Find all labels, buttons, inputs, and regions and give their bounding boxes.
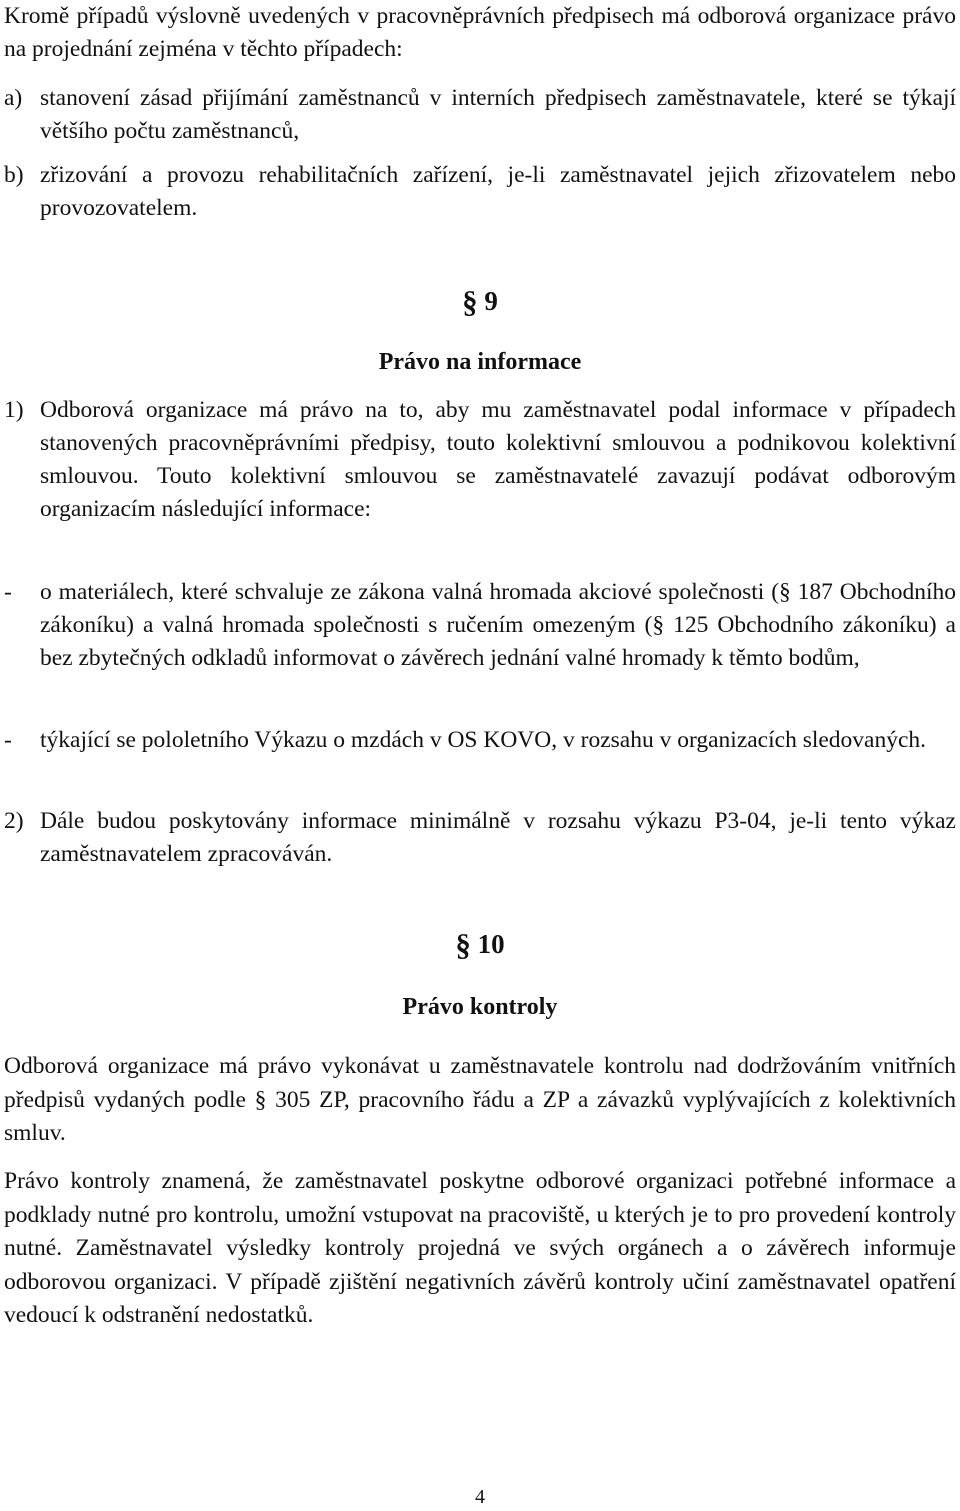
intro-paragraph: Kromě případů výslovně uvedených v pracovněprávních předpisech má odborová organizace právo na projednání zejména v těchto případech: [4,3,956,62]
page-number: 4 [475,1486,485,1508]
paragraph-text: Odborová organizace má právo na to, aby mu zaměstnavatel podal informace v případech stanovených pracovněprávními předpisy, touto kolektivní smlouvou a podnikovou kolektivní smlouvou. Touto kolektivní smlouvou se zaměstnavatelé zavazují podávat odborovým organizacím následující informace: [40,397,956,522]
intro-item-b [4,159,956,225]
item-label: a) [4,85,23,111]
section-number: 9 [484,286,498,316]
bullet-dash: - [4,727,12,753]
section-9-paragraph-1 [4,394,956,526]
paragraph-label: 2) [4,808,24,834]
bullet-dash: - [4,579,12,605]
bullet-text: o materiálech, které schvaluje ze zákona valná hromada akciové společnosti (§ 187 Obchodního zákoníku) a valná hromada společnosti s ručením omezeným (§ 125 Obchodního zákoníku) a bez zbytečných odkladů informovat o závěrech jednání valné hromady k těmto bodům, [40,579,956,671]
section-9-bullet-1 [4,576,956,675]
section-9-bullet-2 [4,724,956,757]
section-9-heading [0,282,960,318]
section-10-paragraph-1: Odborová organizace má právo vykonávat u zaměstnavatele kontrolu nad dodržováním vnitřních předpisů vydaných podle § 305 ZP, pracovního řádu a ZP a závazků vyplývajících z kolektivních smluv. [4,1053,956,1146]
section-number: 10 [477,929,505,959]
section-symbol: § [462,284,478,319]
section-10-heading [0,925,960,961]
section-symbol: § [455,927,471,962]
section-9-title: Právo na informace [378,349,582,375]
bullet-text: týkající se pololetního Výkazu o mzdách v OS KOVO, v rozsahu v organizacích sledovaných. [40,727,927,753]
item-label: b) [4,162,24,188]
section-10-paragraph-2: Právo kontroly znamená, že zaměstnavatel poskytne odborové organizaci potřebné informace a podklady nutné pro kontrolu, umožní vstupovat na pracoviště, u kterých je to pro provedení kontroly nutné. Zaměstnavatel výsledky kontroly projedná ve svých orgánech a o závěrech informuje odborovou organizaci. V případě zjištění negativních závěrů kontroly učiní zaměstnavatel opatření vedoucí k odstranění nedostatků. [4,1168,956,1328]
item-text: zřizování a provozu rehabilitačních zařízení, je-li zaměstnavatel jejich zřizovatelem nebo provozovatelem. [40,162,956,221]
paragraph-text: Dále budou poskytovány informace minimálně v rozsahu výkazu P3-04, je-li tento výkaz zaměstnavatelem zpracováván. [40,808,956,867]
section-9-paragraph-2 [4,805,956,871]
intro-item-a [4,82,956,148]
item-text: stanovení zásad přijímání zaměstnanců v interních předpisech zaměstnavatele, které se týkají většího počtu zaměstnanců, [40,85,956,144]
paragraph-label: 1) [4,397,24,423]
section-10-title: Právo kontroly [402,994,558,1020]
